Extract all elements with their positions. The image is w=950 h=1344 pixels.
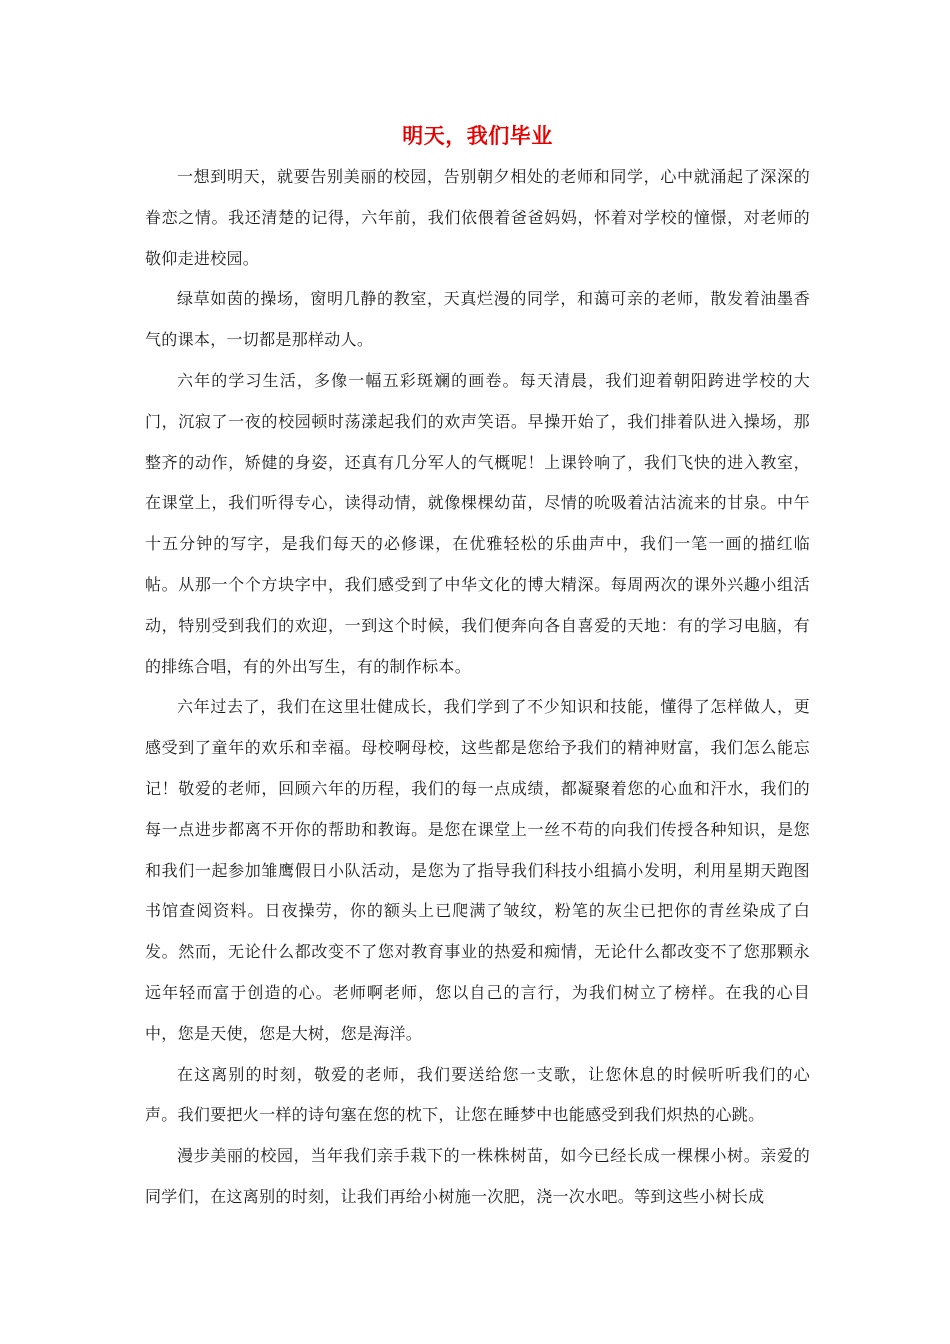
- paragraph-6: 漫步美丽的校园，当年我们亲手栽下的一株株树苗，如今已经长成一棵棵小树。亲爱的同学们，在这离别的时刻，让我们再给小树施一次肥，浇一次水吧。等到这些小树长成: [145, 1146, 810, 1206]
- document-page: [145, 118, 810, 1218]
- document-title: 明天，我们毕业: [402, 123, 553, 148]
- paragraph-3: 六年的学习生活，多像一幅五彩斑斓的画卷。每天清晨，我们迎着朝阳跨进学校的大门，沉寂了一夜的校园顿时荡漾起我们的欢声笑语。早操开始了，我们排着队进入操场，那整齐的动作，矫健的身姿，还真有几分军人的气概呢！上课铃响了，我们飞快的进入教室，在课堂上，我们听得专心，读得动情，就像棵棵幼苗，尽情的吮吸着沽沽流来的甘泉。中午十五分钟的写字，是我们每天的必修课，在优雅轻松的乐曲声中，我们一笔一画的描红临帖。从那一个个方块字中，我们感受到了中华文化的博大精深。每周两次的课外兴趣小组活动，特别受到我们的欢迎，一到这个时候，我们便奔向各自喜爱的天地：有的学习电脑，有的排练合唱，有的外出写生，有的制作标本。: [145, 370, 810, 676]
- paragraph-1: 一想到明天，就要告别美丽的校园，告别朝夕相处的老师和同学，心中就涌起了深深的眷恋之情。我还清楚的记得，六年前，我们依偎着爸爸妈妈，怀着对学校的憧憬，对老师的敬仰走进校园。: [145, 167, 810, 268]
- paragraph-5: 在这离别的时刻，敬爱的老师，我们要送给您一支歌，让您休息的时候听听我们的心声。我们要把火一样的诗句塞在您的枕下，让您在睡梦中也能感受到我们炽热的心跳。: [145, 1064, 810, 1125]
- paragraph-2: 绿草如茵的操场，窗明几静的教室，天真烂漫的同学，和蔼可亲的老师，散发着油墨香气的课本，一切都是那样动人。: [145, 289, 810, 350]
- paragraph-4: 六年过去了，我们在这里壮健成长，我们学到了不少知识和技能，懂得了怎样做人，更感受到了童年的欢乐和幸福。母校啊母校，这些都是您给予我们的精神财富，我们怎么能忘记！敬爱的老师，回顾六年的历程，我们的每一点成绩，都凝聚着您的心血和汗水，我们的每一点进步都离不开你的帮助和教诲。是您在课堂上一丝不苟的向我们传授各种知识，是您和我们一起参加雏鹰假日小队活动，是您为了指导我们科技小组搞小发明，利用星期天跑图书馆查阅资料。日夜操劳，你的额头上已爬满了皱纹，粉笔的灰尘已把你的青丝染成了白发。然而，无论什么都改变不了您对教育事业的热爱和痴情，无论什么都改变不了您那颗永远年轻而富于创造的心。老师啊老师，您以自己的言行，为我们树立了榜样。在我的心目中，您是天使，您是大树，您是海洋。: [145, 697, 810, 1043]
